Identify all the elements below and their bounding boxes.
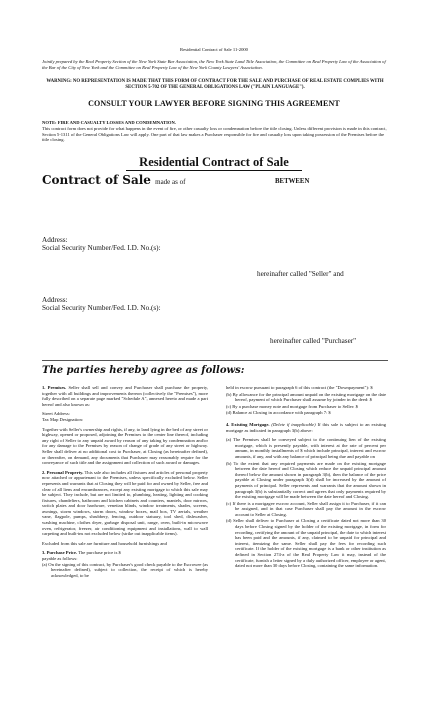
payable-text: payable as follows:: [42, 556, 78, 562]
paragraph-premises: [42, 385, 208, 407]
excluded-items-text: Excluded from this sale are furniture and household furnishings and: [42, 540, 167, 546]
premises-rights-text: Together with Seller's ownership and rights, if any, to land lying in the bed of any street or highway, opened or proposed, adjoining the Premises to the center line thereof, including any right of Seller to any unpaid award by reason of any taking by condemnation and/or for any damage to the Premises by reason of change of grade of any street or highway. Seller shall deliver at no additional cost to Purchaser, at Closing (as hereinafter defined), or thereafter, on demand, any documents that Purchaser may reasonably require for the conveyance of such title and the assignment and collection of such award or damages.: [42, 426, 208, 466]
section-divider: [42, 360, 388, 361]
warning-text: WARNING: NO REPRESENTATION IS MADE THAT THIS FORM OF CONTRACT FOR THE SALE AND PURCHASE OF REAL ESTATE COMPLIES WITH SECTION 5-702 OF THE GENERAL OBLIGATIONS LAW ("PLAIN LANGUAGE").: [46, 79, 384, 90]
consult-heading: CONSULT YOUR LAWYER BEFORE SIGNING THIS AGREEMENT: [88, 99, 340, 108]
left-column: [42, 385, 208, 579]
contract-line: [42, 173, 185, 187]
document-title: Residential Contract of Sale: [139, 155, 289, 169]
paragraph-personal-property: [42, 470, 208, 537]
mortgage-item-b: (b) To the extent that any required payments are made on the existing mortgage between the date hereof and Closing which reduce the unpaid principal amount thereof below the amount shown in paragraph 3(b), then the balance of the price payable at Closing under paragraph 3(d) shall be increased by the amount of payments of principal. Seller represents and warrants that the amount shown in paragraph 3(b) is substantially correct and agrees that only payments required by the existing mortgage will be made between the date hereof and Closing.: [226, 460, 386, 500]
premises-text: Seller shall sell and convey and Purchaser shall purchase the property, together with all buildings and improvements thereon (collectively the "Premises"), more fully described on a separate page marked "Schedule A", annexed hereto and made a part hereof and also known as:: [42, 385, 208, 407]
purchase-price-text: The purchase price is $: [78, 550, 121, 556]
purchaser-called: hereinafter called "Purchaser": [270, 337, 357, 345]
agree-heading: The parties hereby agree as follows:: [42, 365, 245, 376]
existing-mortgage-text: If this sale is subject to an existing mortgage as indicated in paragraph 3(b) above:: [226, 421, 386, 433]
title-underline: [126, 170, 302, 171]
between-label: BETWEEN: [275, 178, 310, 185]
seller-address-label: Address:: [42, 236, 68, 244]
mortgage-item-d: (d) Seller shall deliver to Purchaser at Closing a certificate dated not more than 30 days before Closing signed by the holder of the existing mortgage, in form for recording, certifying the amount of the unpaid principal, the date to which interest has been paid and the amounts, if any, claimed to be unpaid for principal and interest, itemizing the same. Seller shall pay the fees for recording such certificate. If the holder of the existing mortgage is a bank or other institution as defined in Section 274-a of the Real Property Law it may, instead of the certificate, furnish a letter signed by a duly authorized officer, employee or agent, dated not more than 30 days before Closing, containing the same information.: [226, 518, 386, 569]
seller-called: hereinafter called "Seller" and: [257, 270, 344, 278]
tax-map-label: Tax Map Designation:: [42, 416, 84, 422]
premises-heading: 1. Premises.: [42, 385, 67, 390]
paragraph-existing-mortgage: [226, 422, 386, 433]
existing-mortgage-note: (Delete if inapplicable): [271, 421, 316, 427]
note-heading: NOTE: FIRE AND CASUALTY LOSSES AND CONDEMNATION.: [42, 120, 176, 125]
purchaser-address-label: Address:: [42, 296, 68, 304]
purchase-price-heading: 3. Purchase Price.: [42, 550, 78, 556]
purchaser-ssn-label: Social Security Number/Fed. I.D. No.(s):: [42, 304, 161, 312]
right-column: [226, 385, 386, 570]
mortgage-item-a: (a) The Premises shall be conveyed subject to the continuing lien of the existing mortgage, which is presently payable, with interest at the rate of percent per annum, in monthly installments of $ which include principal, interest and escrow amounts, if any, and with any balance of principal being due and payable on: [226, 437, 386, 459]
personal-property-heading: 2. Personal Property.: [42, 469, 84, 475]
street-address-label: Street Address:: [42, 411, 70, 417]
note-body: This contract form does not provide for what happens in the event of fire, or other casualty loss or condemnation before the title closing. Unless different provision is made in this contract, Section 5-1311 of the General Obligations Law will apply. One part of that law makes a Purchaser responsible for fire and casualty loss upon taking possession of the Premises before the title closing.: [42, 126, 387, 143]
price-item-a: (a) On the signing of this contract, by Purchaser's good check payable to the Escrowee (as hereinafter defined), subject to collection, the receipt of which is hereby acknowledged, to be: [42, 561, 208, 578]
price-item-a-continued: held in escrow pursuant to paragraph 6 of this contract (the "Downpayment"): $: [226, 385, 373, 390]
intro-text: Jointly prepared by the Real Property Section of the New York State Bar Association, the New York State Land Title Association, the Committee on Real Property Law of the Association of the Bar of the City of New York and the Committee on Real Property Law of the New York County Lawyers' Association.: [42, 59, 386, 70]
mortgage-item-c: (c) If there is a mortgagee escrow account, Seller shall assign it to Purchaser, if it can be assigned, and in that case Purchaser shall pay the amount in the escrow account to Seller at Closing.: [226, 500, 386, 517]
contract-lead: Contract of Sale: [42, 173, 151, 187]
price-item-d: (d) Balance at Closing in accordance with paragraph 7: $: [226, 410, 331, 416]
price-item-c: (c) By a purchase money note and mortgage from Purchaser to Seller: $: [226, 403, 358, 409]
form-id: Residential Contract of Sale 11-2000: [180, 47, 248, 52]
seller-ssn-label: Social Security Number/Fed. I.D. No.(s):: [42, 244, 161, 252]
personal-property-text: This sale also includes all fixtures and articles of personal property now attached or appurtenant to the Premises, unless specifically excluded below. Seller represents and warrants that at Closing they will be paid for and owned by Seller, free and clear of all liens and encumbrances, except any existing mortgage to which this sale may be subject. They include, but are not limited to, plumbing, heating, lighting and cooking fixtures, chandeliers, bathroom and kitchen cabinets and counters, mantels, door mirrors, switch plates and door hardware, venetian blinds, window treatments, shades, screens, awnings, storm windows, storm doors, window boxes, mail box, TV aerials, weather vane, flagpole, pumps, shrubbery, fencing, outdoor statuary, tool shed, dishwasher, washing machine, clothes dryer, garbage disposal unit, range, oven, built-in microwave oven, refrigerator, freezer, air conditioning equipment and installations, wall to wall carpeting and built-ins not excluded below (strike out inapplicable items).: [42, 469, 208, 537]
existing-mortgage-heading: 4. Existing Mortgage.: [226, 421, 270, 427]
price-item-b: (b) By allowance for the principal amount unpaid on the existing mortgage on the date hereof, payment of which Purchaser shall assume by joinder in the deed: $: [226, 391, 386, 403]
made-as-of: made as of: [155, 178, 186, 186]
